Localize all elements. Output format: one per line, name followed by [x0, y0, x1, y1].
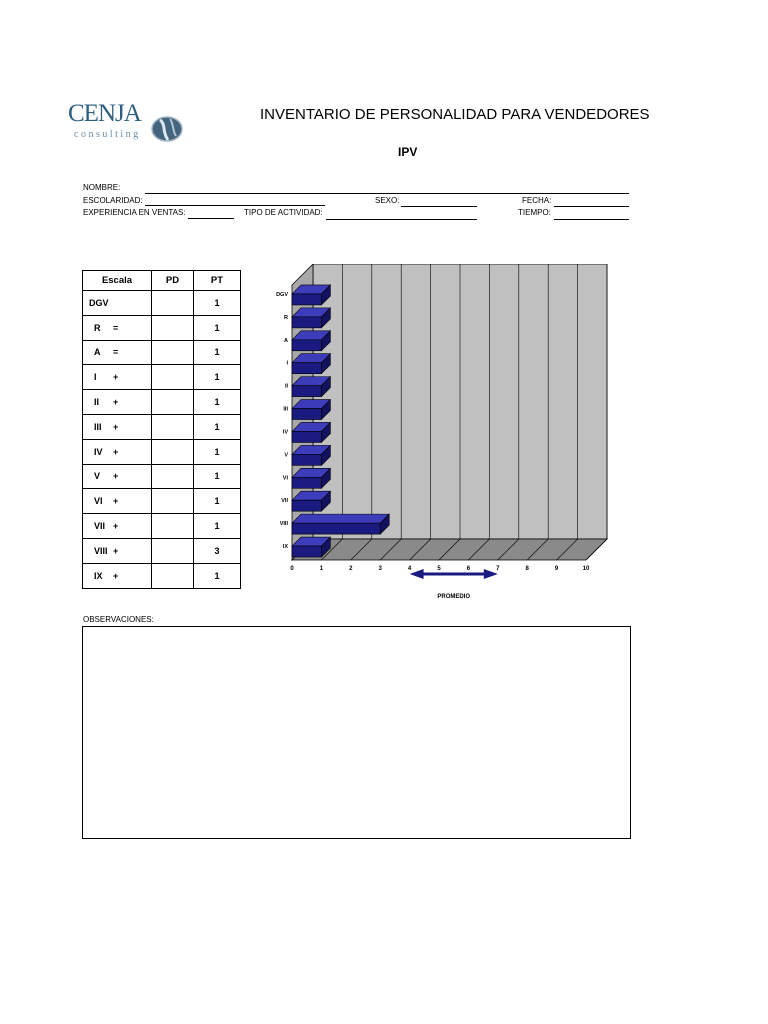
escala-label: R [94, 322, 101, 333]
tiempo-label: TIEMPO: [518, 208, 551, 217]
escala-label: DGV [89, 297, 109, 308]
fecha-label: FECHA: [522, 196, 552, 205]
escala-sign: + [113, 446, 119, 457]
nombre-label: NOMBRE: [83, 183, 121, 192]
escala-label: A [94, 347, 101, 358]
escolaridad-label: ESCOLARIDAD: [83, 196, 143, 205]
sexo-field[interactable] [401, 206, 477, 207]
x-tick-label: 3 [378, 566, 382, 572]
escala-cell [83, 464, 152, 489]
table-row [83, 414, 241, 439]
pt-cell: 1 [194, 291, 241, 316]
x-tick-label: 0 [290, 566, 294, 572]
pd-cell[interactable] [152, 464, 194, 489]
escala-cell [83, 514, 152, 539]
y-tick-label: VII [281, 498, 288, 505]
escala-sign: + [113, 521, 119, 532]
escala-sign: + [113, 372, 119, 383]
pd-cell[interactable] [152, 538, 194, 563]
escala-sign: + [113, 471, 119, 482]
promedio-arrow-left [410, 569, 424, 579]
bar-III [292, 409, 321, 420]
pd-cell[interactable] [152, 489, 194, 514]
escala-sign: + [113, 570, 119, 581]
table-row [83, 291, 241, 316]
escala-cell [83, 291, 152, 316]
escala-sign: = [113, 322, 119, 333]
sexo-label: SEXO: [375, 196, 400, 205]
tipo-actividad-label: TIPO DE ACTIVIDAD: [244, 208, 323, 217]
escala-cell [83, 315, 152, 340]
escala-label: I [94, 372, 97, 383]
pd-cell[interactable] [152, 414, 194, 439]
scale-table [82, 270, 241, 589]
pd-cell[interactable] [152, 340, 194, 365]
escala-cell [83, 340, 152, 365]
escala-label: IV [94, 446, 103, 457]
pt-cell: 1 [194, 315, 241, 340]
pd-cell[interactable] [152, 291, 194, 316]
experiencia-label: EXPERIENCIA EN VENTAS: [83, 208, 186, 217]
escala-sign: = [113, 347, 119, 358]
x-tick-label: 10 [582, 566, 590, 572]
fecha-field[interactable] [554, 206, 629, 207]
x-tick-label: 9 [554, 566, 559, 572]
y-tick-label: IX [282, 544, 288, 551]
table-row [83, 538, 241, 563]
pd-cell[interactable] [152, 439, 194, 464]
escala-cell [83, 563, 152, 588]
escala-label: II [94, 397, 100, 408]
x-tick-label: 5 [437, 566, 441, 572]
x-tick-label: 1 [319, 566, 324, 572]
table-row [83, 315, 241, 340]
table-row [83, 464, 241, 489]
escala-label: IX [94, 570, 103, 581]
bar-VII [292, 500, 321, 511]
bar-R [292, 317, 321, 328]
logo-main-text: CENJA [68, 100, 141, 127]
escala-label: VIII [94, 545, 108, 556]
escala-cell [83, 414, 152, 439]
y-tick-label: V [284, 452, 288, 459]
pt-cell: 1 [194, 489, 241, 514]
y-tick-label: DGV [276, 291, 288, 298]
x-tick-label: 8 [525, 566, 529, 572]
y-tick-label: I [286, 360, 288, 367]
pd-cell[interactable] [152, 563, 194, 588]
table-row [83, 489, 241, 514]
y-tick-label: A [284, 337, 288, 344]
x-axis-label: PROMEDIO [437, 594, 471, 600]
escala-label: VI [94, 496, 103, 507]
observaciones-box[interactable] [82, 626, 631, 839]
header-escala: Escala [83, 271, 152, 291]
pd-cell[interactable] [152, 365, 194, 390]
experiencia-field[interactable] [188, 218, 234, 219]
observaciones-label: OBSERVACIONES: [83, 615, 154, 624]
y-tick-label: VIII [279, 521, 288, 528]
bar-VIII [292, 523, 380, 534]
table-row [83, 514, 241, 539]
x-tick-label: 7 [496, 566, 500, 572]
page-title: INVENTARIO DE PERSONALIDAD PARA VENDEDORES [260, 106, 650, 123]
escala-cell [83, 489, 152, 514]
bar-I [292, 363, 321, 374]
x-tick-label: 6 [466, 566, 471, 572]
escala-cell [83, 390, 152, 415]
bar-IX [292, 546, 321, 557]
escala-label: III [94, 421, 102, 432]
pt-cell: 1 [194, 439, 241, 464]
escala-sign: + [113, 545, 119, 556]
pt-cell: 1 [194, 390, 241, 415]
y-tick-label: IV [282, 429, 288, 436]
pt-cell: 1 [194, 514, 241, 539]
bar-top-VIII [292, 514, 389, 523]
y-tick-label: VI [282, 475, 288, 482]
header-pt: PT [194, 271, 241, 291]
pt-cell: 1 [194, 563, 241, 588]
header-pd: PD [152, 271, 194, 291]
table-row [83, 563, 241, 588]
escala-sign: + [113, 397, 119, 408]
table-row [83, 390, 241, 415]
escala-sign: + [113, 496, 119, 507]
table-row [83, 365, 241, 390]
y-tick-label: II [284, 383, 288, 390]
company-logo [68, 100, 188, 146]
pt-cell: 1 [194, 414, 241, 439]
pt-cell: 1 [194, 464, 241, 489]
bar-II [292, 386, 321, 397]
logo-sub-text: consulting [74, 129, 141, 140]
bar-A [292, 340, 321, 351]
pt-cell: 1 [194, 365, 241, 390]
bar-V [292, 454, 321, 465]
tipo-actividad-field[interactable] [326, 219, 477, 220]
pd-cell[interactable] [152, 315, 194, 340]
escala-label: V [94, 471, 101, 482]
pt-cell: 3 [194, 538, 241, 563]
x-tick-label: 2 [349, 566, 353, 572]
pt-cell: 1 [194, 340, 241, 365]
table-row [83, 340, 241, 365]
y-tick-label: III [283, 406, 288, 413]
bar-DGV [292, 294, 321, 305]
tiempo-field[interactable] [554, 219, 629, 220]
escala-cell [83, 365, 152, 390]
escolaridad-field[interactable] [145, 205, 325, 206]
x-tick-label: 4 [407, 566, 412, 572]
table-row [83, 439, 241, 464]
scale-bar-chart [270, 264, 620, 604]
pd-cell[interactable] [152, 390, 194, 415]
nombre-field[interactable] [145, 193, 629, 194]
globe-icon [150, 114, 184, 144]
table-header-row [83, 271, 241, 291]
escala-label: VII [94, 521, 106, 532]
escala-cell [83, 538, 152, 563]
y-tick-label: R [284, 314, 288, 321]
bar-VI [292, 477, 321, 488]
pd-cell[interactable] [152, 514, 194, 539]
bar-IV [292, 431, 321, 442]
escala-sign: + [113, 421, 119, 432]
escala-cell [83, 439, 152, 464]
page-subtitle: IPV [398, 145, 418, 159]
